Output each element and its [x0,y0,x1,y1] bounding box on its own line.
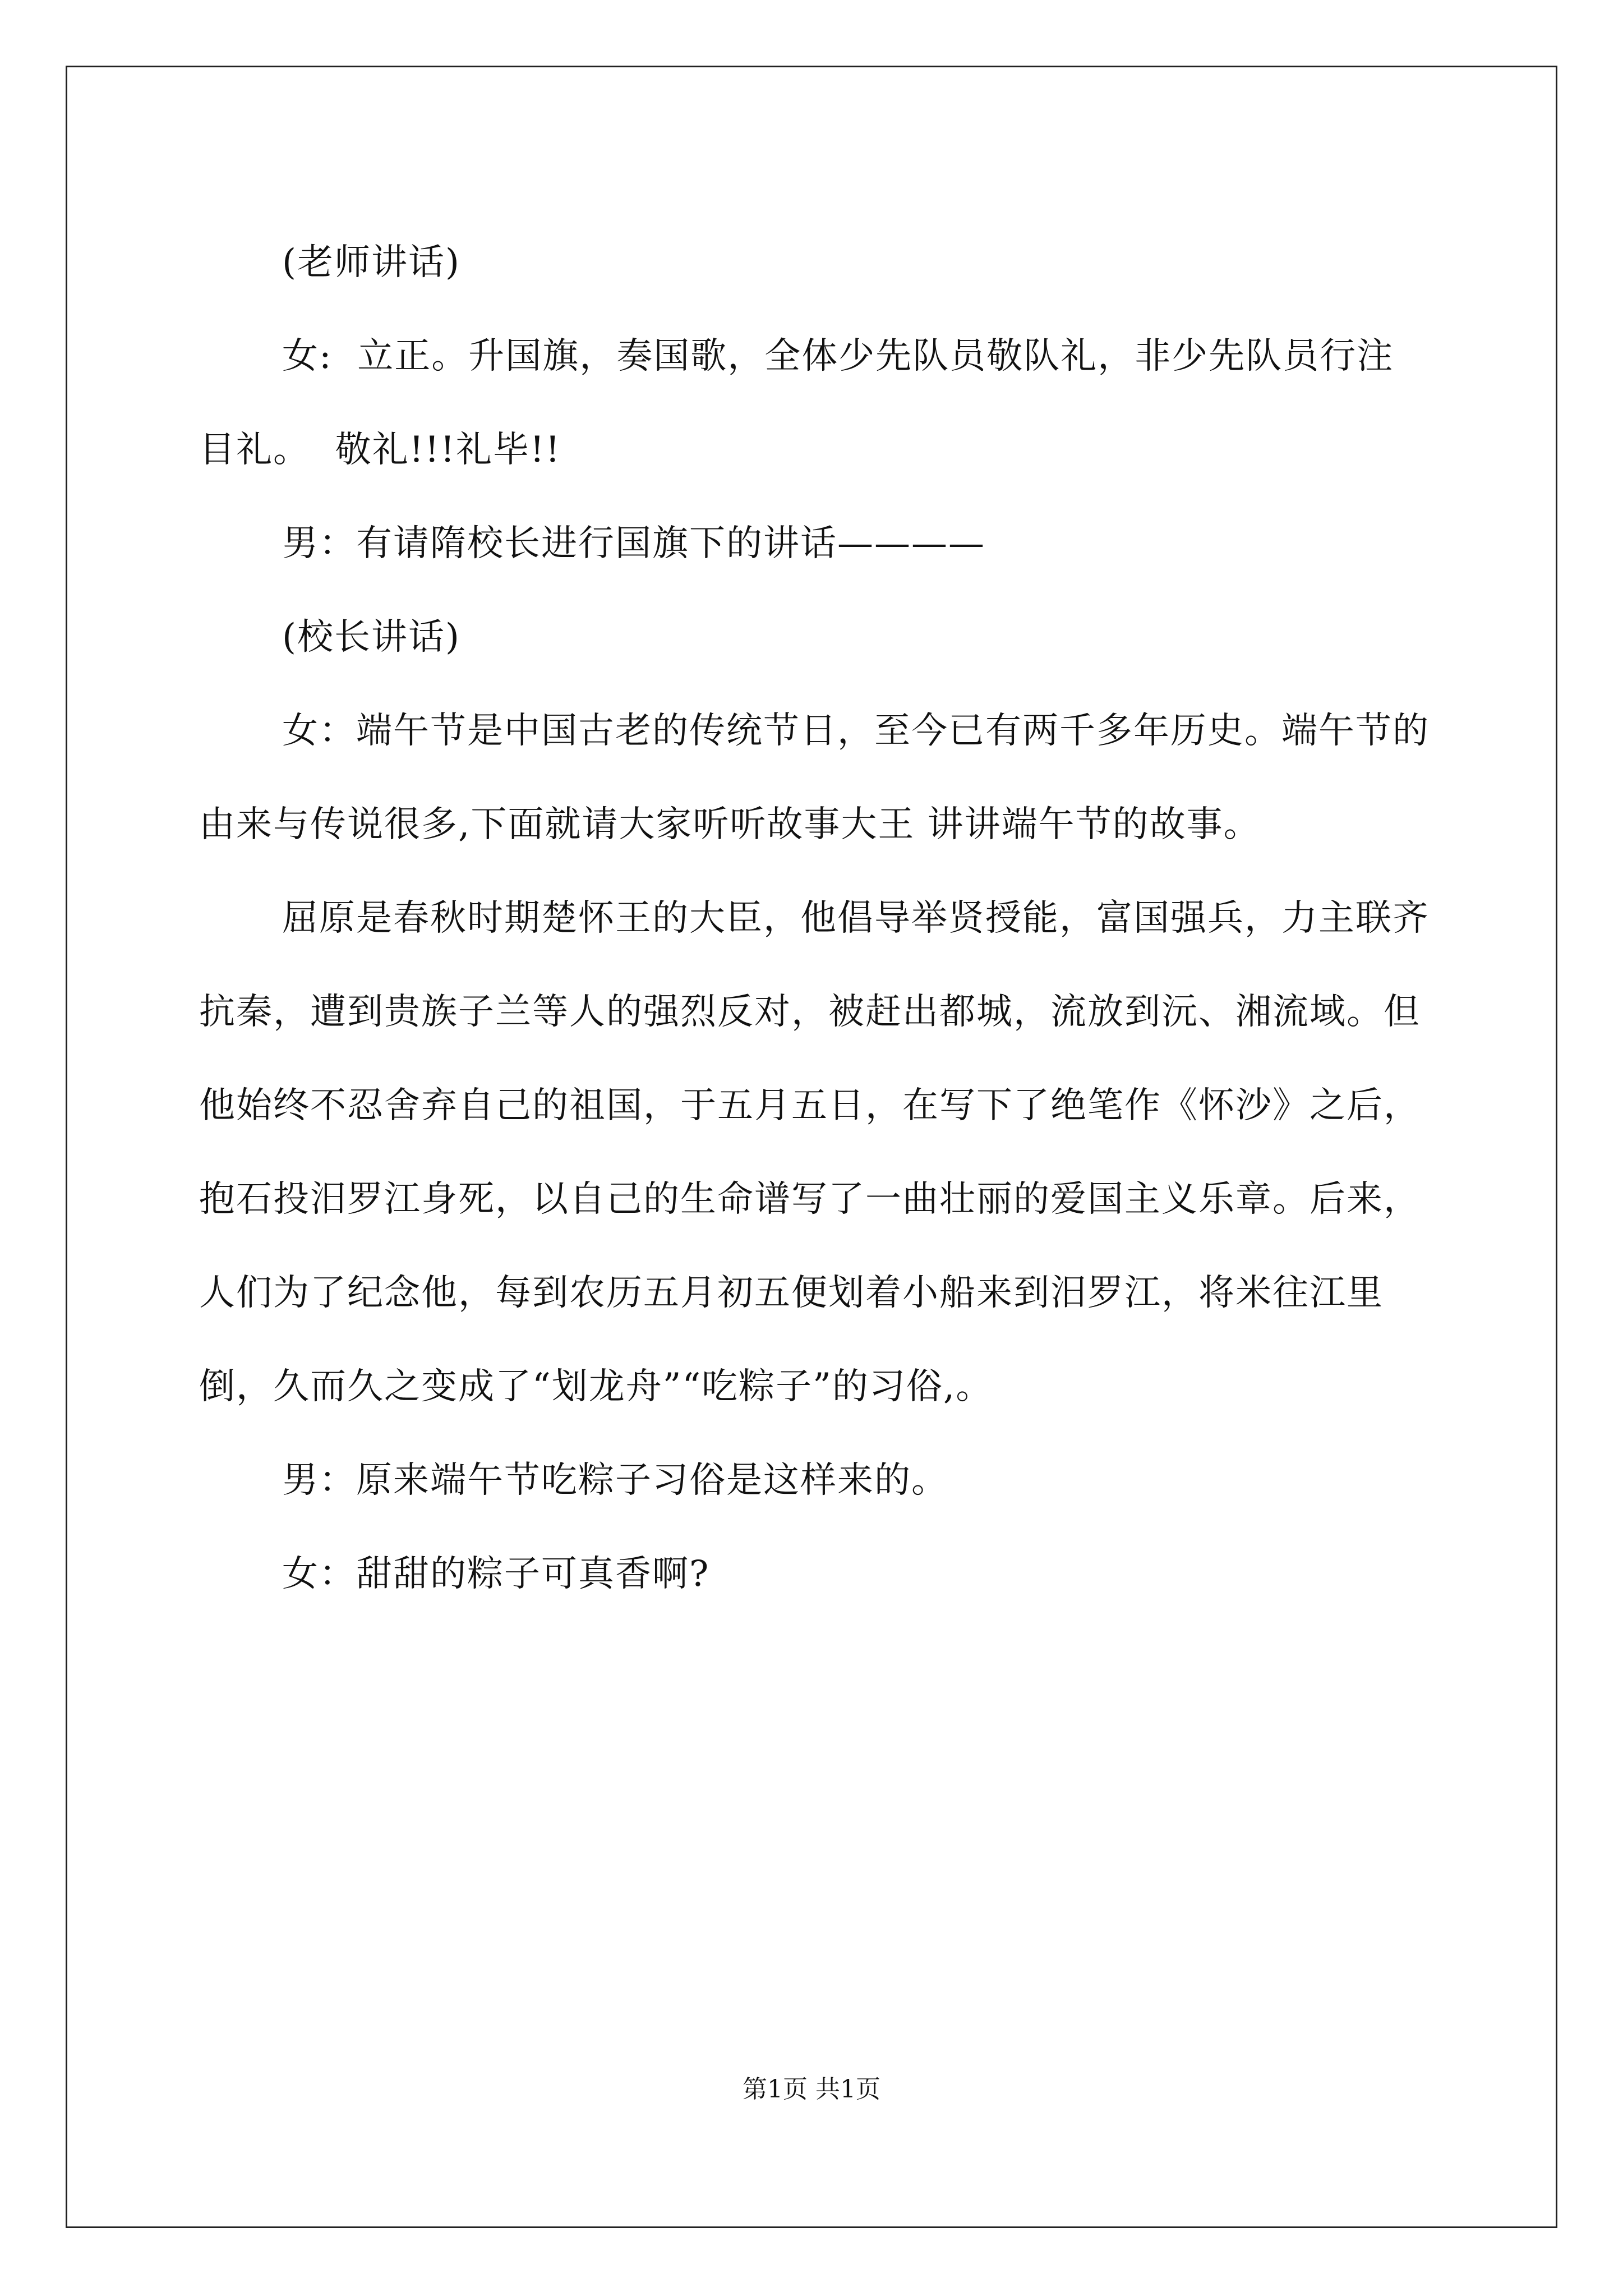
page-number-footer: 第1页 共1页 [743,2075,880,2104]
document-body [199,216,1430,1621]
paragraph-teacher-speech: (老师讲话) [282,242,460,283]
paragraph-zongzi-origin: 男：原来端午节吃粽子习俗是这样来的。 [282,1460,948,1501]
paragraph-dragon-boat-intro: 女：端午节是中国古老的传统节日，至今已有两千多年历史。端午节的由来与传说很多,下面就请大家听听故事大王 讲讲端午节的故事。 [199,710,1430,845]
paragraph-sweet-zongzi: 女：甜甜的粽子可真香啊? [282,1553,710,1595]
paragraph-principal-invite: 男：有请隋校长进行国旗下的讲话———— [282,523,985,564]
paragraph-principal-speech: (校长讲话) [282,616,460,658]
paragraph-qu-yuan-story: 屈原是春秋时期楚怀王的大臣，他倡导举贤授能，富国强兵，力主联齐抗秦，遭到贵族子兰等人的强烈反对，被赶出都城，流放到沅、湘流域。但他始终不忍舍弃自己的祖国，于五月五日，在写下了绝笔作《怀沙》之后，抱石投汨罗江身死，以自己的生命谱写了一曲壮丽的爱国主义乐章。后来，人们为了纪念他，每到农历五月初五便划着小船来到汨罗江，将米往江里倒，久而久之变成了“划龙舟”“吃粽子”的习俗,。 [199,898,1430,1407]
paragraph-flag-raising: 女: 立正。升国旗，奏国歌，全体少先队员敬队礼，非少先队员行注目礼。 敬礼!!!礼毕!! [199,335,1394,471]
